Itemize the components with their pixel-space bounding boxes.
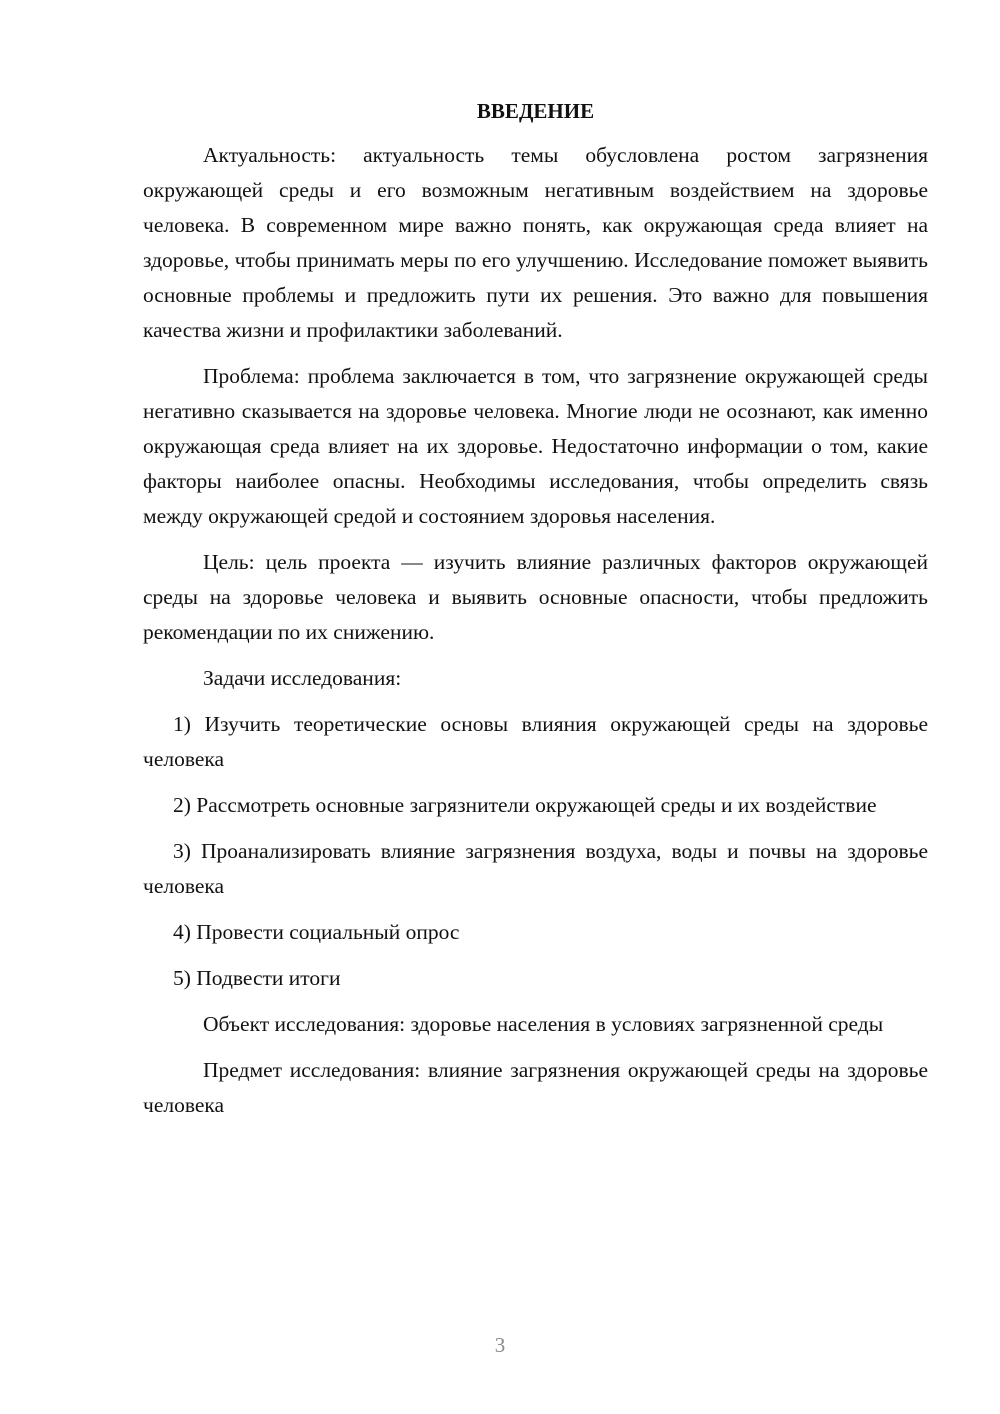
task-item-2: 2) Рассмотреть основные загрязнители окружающей среды и их воздействие: [173, 793, 877, 817]
task-item-1: 1) Изучить теоретические основы влияния окружающей среды на здоровье человека: [143, 712, 928, 771]
section-heading: ВВЕДЕНИЕ: [476, 99, 595, 123]
paragraph-relevance: Актуальность: актуальность темы обусловлена ростом загрязнения окружающей среды и его возможным негативным воздействием на здоровье человека. В современном мире важно понять, как окружающая среда влияет на здоровье, чтобы принимать меры по его улучшению. Исследование поможет выявить основные проблемы и предложить пути их решения. Это важно для повышения качества жизни и профилактики заболеваний.: [143, 143, 928, 342]
task-item-5: 5) Подвести итоги: [173, 966, 341, 990]
task-item-3: 3) Проанализировать влияние загрязнения воздуха, воды и почвы на здоровье человека: [143, 839, 928, 898]
paragraph-object: Объект исследования: здоровье населения в условиях загрязненной среды: [203, 1012, 884, 1036]
document-page: [143, 96, 928, 1134]
paragraph-goal: Цель: цель проекта — изучить влияние различных факторов окружающей среды на здоровье человека и выявить основные опасности, чтобы предложить рекомендации по их снижению.: [143, 550, 928, 644]
tasks-title: Задачи исследования:: [203, 666, 402, 690]
page-number: 3: [494, 1333, 506, 1357]
task-item-4: 4) Провести социальный опрос: [173, 920, 460, 944]
paragraph-problem: Проблема: проблема заключается в том, что загрязнение окружающей среды негативно сказывается на здоровье человека. Многие люди не осознают, как именно окружающая среда влияет на их здоровье. Недостаточно информации о том, какие факторы наиболее опасны. Необходимы исследования, чтобы определить связь между окружающей средой и состоянием здоровья населения.: [143, 364, 928, 528]
paragraph-subject: Предмет исследования: влияние загрязнения окружающей среды на здоровье человека: [143, 1058, 928, 1117]
